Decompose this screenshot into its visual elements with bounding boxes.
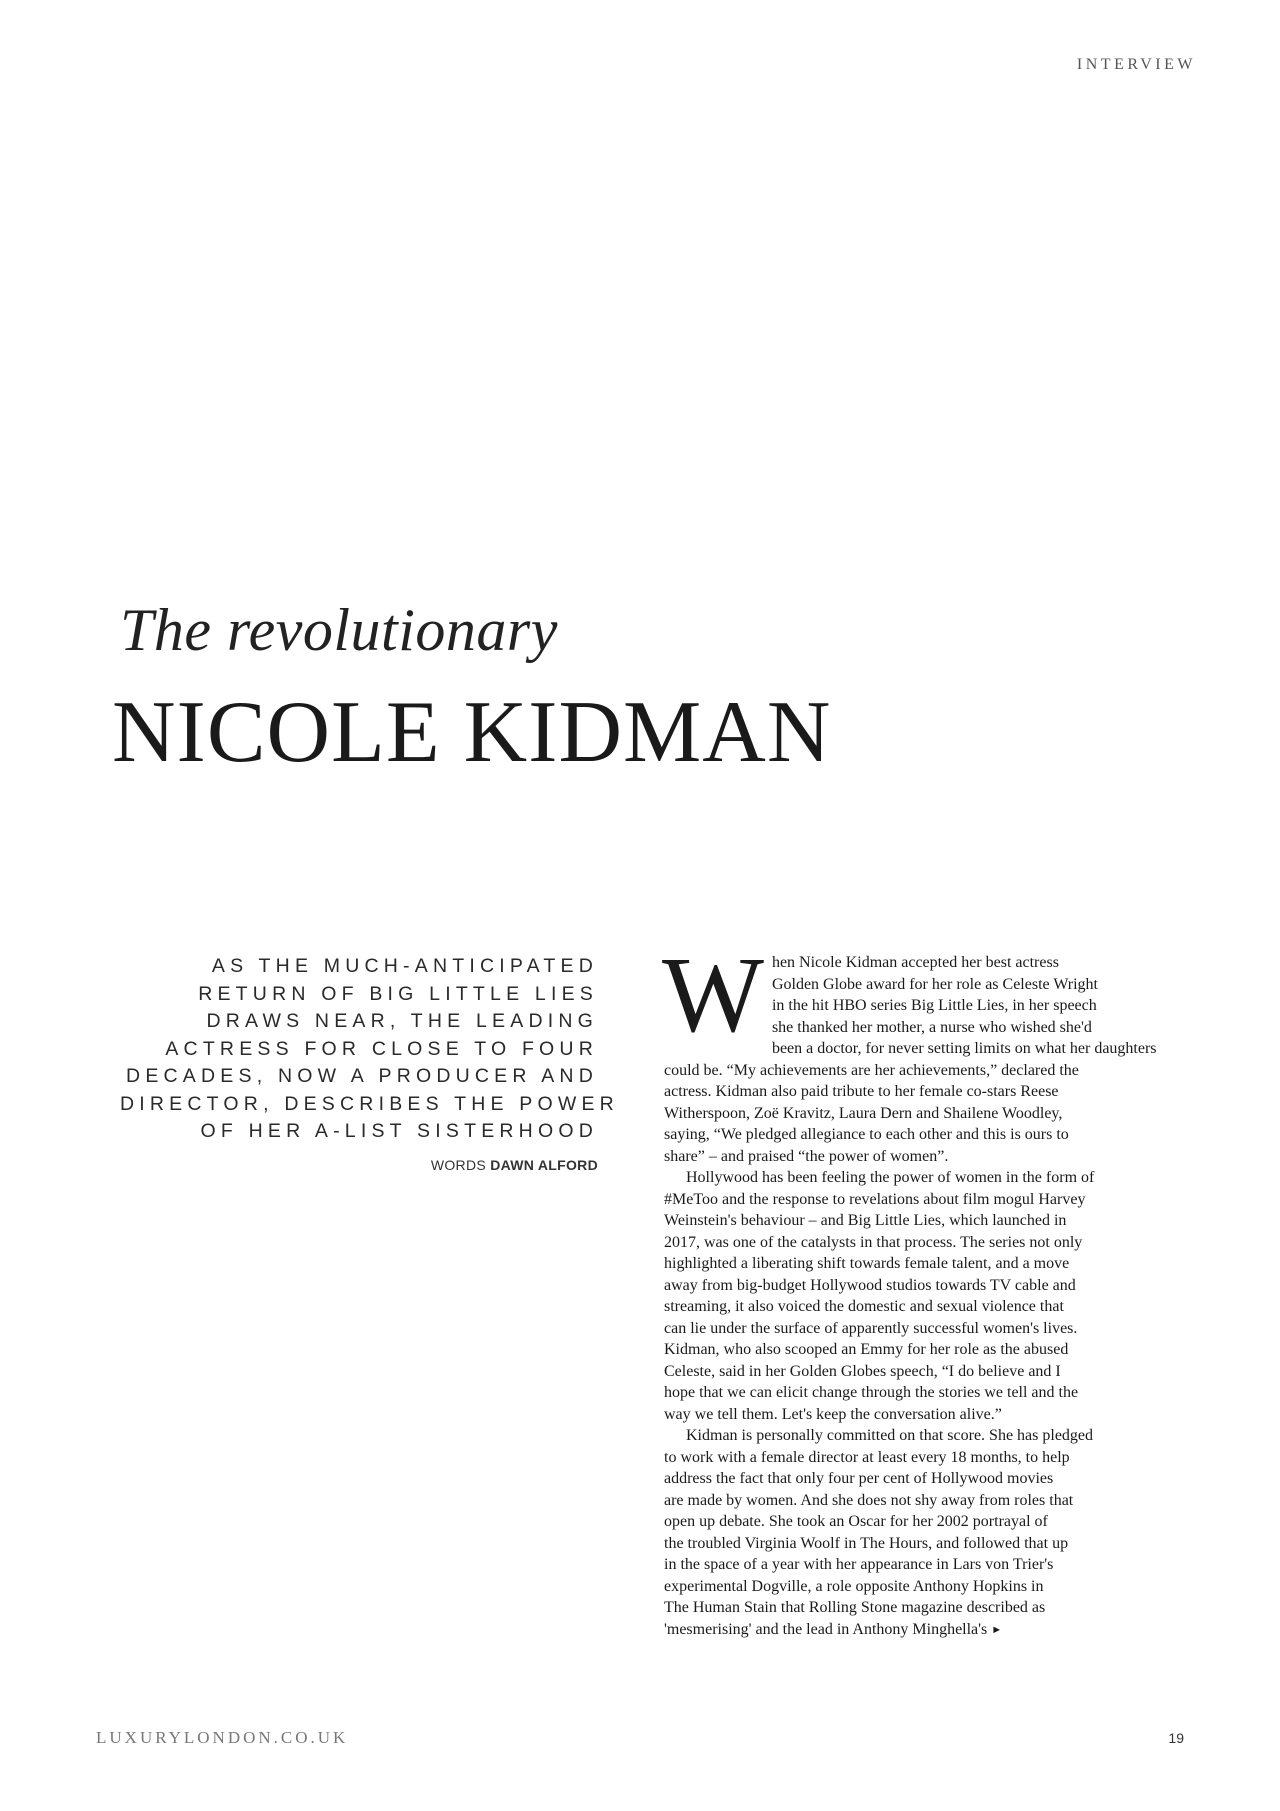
drop-cap: W <box>662 936 764 1055</box>
continue-arrow-icon: ► <box>991 1623 1003 1636</box>
standfirst-line: AS THE MUCH-ANTICIPATED <box>211 955 598 977</box>
article-line: #MeToo and the response to revelations about film mogul Harvey <box>664 1190 1086 1208</box>
article-line: way we tell them. Let's keep the conversation alive.” <box>664 1405 1002 1423</box>
article-line: open up debate. She took an Oscar for her 2002 portrayal of <box>664 1513 1048 1530</box>
article-line-text: 'mesmerising' and the lead in Anthony Minghella's <box>664 1620 988 1638</box>
article-line: Witherspoon, Zoë Kravitz, Laura Dern and Shailene Woodley, <box>664 1104 1063 1122</box>
byline-prefix: WORDS <box>430 1157 487 1173</box>
article-line: experimental Dogville, a role opposite Anthony Hopkins in <box>664 1577 1044 1595</box>
standfirst <box>120 953 619 1146</box>
footer-site-url: LUXURYLONDON.CO.UK <box>96 1728 349 1747</box>
article-line: Kidman, who also scooped an Emmy for her role as the abused <box>664 1341 1069 1358</box>
article-line: address the fact that only four per cent of Hollywood movies <box>664 1470 1054 1487</box>
standfirst-line: DECADES, NOW A PRODUCER AND <box>126 1065 598 1087</box>
article-line: could be. “My achievements are her achievements,” declared the <box>664 1061 1079 1079</box>
article-line: in the hit HBO series Big Little Lies, in her speech <box>771 997 1097 1014</box>
article-line: the troubled Virginia Woolf in The Hours, and followed that up <box>664 1534 1069 1552</box>
article-line: share” – and praised “the power of women”. <box>664 1147 949 1165</box>
article-line: 2017, was one of the catalysts in that process. The series not only <box>664 1233 1083 1251</box>
article-line: Weinstein's behaviour – and Big Little Lies, which launched in <box>664 1212 1067 1229</box>
byline <box>431 1157 598 1173</box>
page-title: NICOLE KIDMAN <box>112 684 832 781</box>
article-line: Celeste, said in her Golden Globes speech, “I do believe and I <box>664 1362 1061 1380</box>
section-label: INTERVIEW <box>1076 56 1196 73</box>
article-line: hen Nicole Kidman accepted her best actress <box>771 954 1059 971</box>
article-line: can lie under the surface of apparently successful women's lives. <box>664 1319 1078 1337</box>
article-line: away from big-budget Hollywood studios towards TV cable and <box>664 1276 1076 1294</box>
article-line: The Human Stain that Rolling Stone magazine described as <box>664 1599 1046 1616</box>
article-line: she thanked her mother, a nurse who wished she'd <box>771 1018 1092 1036</box>
article-line: streaming, it also voiced the domestic and sexual violence that <box>664 1298 1064 1315</box>
standfirst-line: RETURN OF BIG LITTLE LIES <box>198 982 598 1005</box>
standfirst-line: DIRECTOR, DESCRIBES THE POWER <box>120 1092 619 1115</box>
article-line-last <box>664 1619 1189 1642</box>
article-line: are made by women. And she does not shy away from roles that <box>664 1491 1074 1509</box>
byline-author: DAWN ALFORD <box>490 1157 598 1173</box>
standfirst-line: OF HER A-LIST SISTERHOOD <box>200 1120 598 1142</box>
article-line: Hollywood has been feeling the power of women in the form of <box>686 1169 1095 1186</box>
standfirst-line: DRAWS NEAR, THE LEADING <box>206 1010 598 1032</box>
article-line: in the space of a year with her appearance in Lars von Trier's <box>664 1556 1054 1573</box>
article-line: saying, “We pledged allegiance to each other and this is ours to <box>664 1126 1069 1143</box>
article-line: been a doctor, for never setting limits on what her daughters <box>771 1040 1157 1057</box>
title-kicker: The revolutionary <box>120 597 558 663</box>
article-line: to work with a female director at least every 18 months, to help <box>664 1448 1070 1466</box>
article-line: Kidman is personally committed on that score. She has pledged <box>686 1427 1094 1444</box>
article-line: hope that we can elicit change through the stories we tell and the <box>664 1384 1079 1401</box>
article-body <box>662 936 1189 1641</box>
article-line: actress. Kidman also paid tribute to her female co-stars Reese <box>664 1083 1059 1100</box>
page-number: 19 <box>1168 1730 1184 1746</box>
article-line: Golden Globe award for her role as Celeste Wright <box>771 975 1098 993</box>
article-line: highlighted a liberating shift towards female talent, and a move <box>664 1255 1070 1272</box>
standfirst-line: ACTRESS FOR CLOSE TO FOUR <box>165 1037 598 1060</box>
